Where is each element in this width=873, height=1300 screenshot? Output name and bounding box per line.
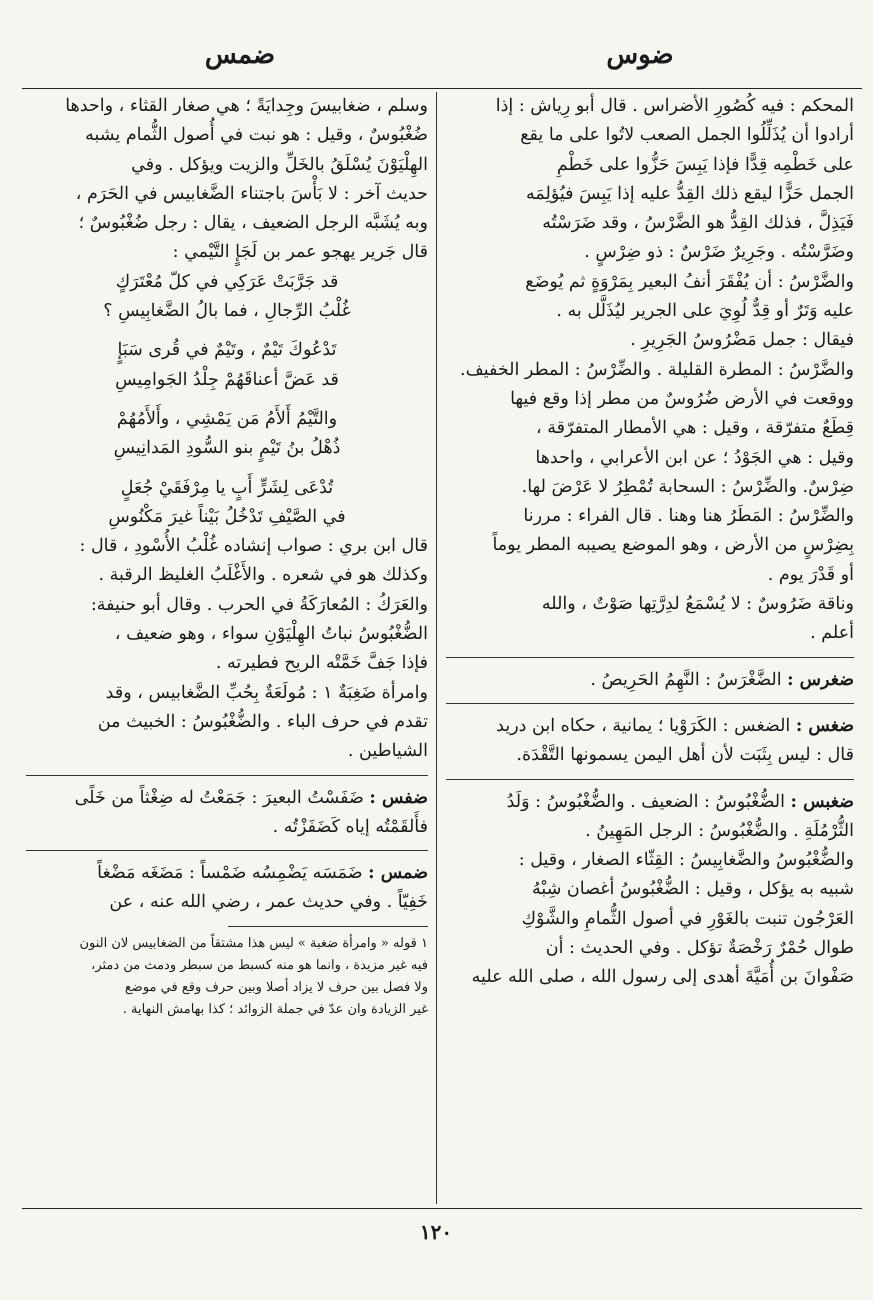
text-line: الضُّغْبُوسُ نباتُ الهِلْيَوْنِ سواء ، وهو ضعيف ،	[114, 624, 428, 645]
headword: ضغرس :	[787, 669, 854, 690]
text-line: فأَلقَمْتُه إياه كَضَفَزْتُه .	[272, 816, 428, 837]
text-line: فيقال : جمل مَضْرُوسُ الجَرِيرِ .	[630, 330, 854, 351]
running-head-left: ضمس	[204, 40, 276, 70]
entry-daghbas	[446, 788, 854, 817]
text-line: وقيل : هي الجَوْدُ ؛ عن ابن الأعرابي ، واحدها	[535, 447, 854, 468]
verse-line: ذُهْلُ بنُ تَيْمٍ بنو السُّودِ المَدانِيسِ	[113, 438, 341, 459]
text-line: ووقعت في الأرض ضُرُوسٌ من مطر إذا وقع فيها	[510, 388, 854, 409]
text-line: قال ابن بري : صواب إنشاده غُلْبُ الأُسْودِ ، قال :	[79, 536, 428, 557]
text-line: ضُغْبُوسٌ ، وقيل : هو نبت في أُصول الثُّمام يشبه	[85, 125, 428, 146]
text-line: أو قَدْرَ يوم .	[767, 564, 854, 585]
text-line: قال : ليس بِثَبَت لأن أهل اليمن يسمونها التَّقْدَة.	[516, 745, 854, 766]
entry-damas	[26, 859, 428, 888]
footnote-line: غير الزيادة وان عدّ في جملة الزوائد ؛ كذا بهامش النهاية .	[122, 1001, 428, 1017]
text-line: تقدم في حرف الباء . والضُّغْبُوسُ : الخبيث من	[97, 711, 428, 732]
text-line: والضَّرْسُ : أن يُفْقَرَ أنفُ البعير بِمَرْوَةٍ ثم يُوضَع	[525, 271, 854, 292]
entry-separator	[26, 775, 428, 776]
text-line: وسلم ، ضغابيسَ وجِدايَةً ؛ هي صغار القثاء ، واحدها	[65, 96, 428, 116]
entry-text: ضَفَسْتُ البعيرَ : جَمَعْتُ له ضِغْثاً من خَلًى	[74, 787, 370, 808]
text-line: طوال حُمْرٌ رَخْصَةٌ تؤكل . وفي الحديث : أن	[545, 938, 854, 959]
verse-line: تَدْعُوكَ تَيْمٌ ، وتَيْمٌ في قُرى سَبَإٍ	[117, 340, 337, 361]
text-line: المحكم : فيه كُصُورِ الأضراس . قال أبو رِياش : إذا	[495, 96, 854, 116]
text-line: فإذا جَفَّ خَمَّتْه الريح فطيرته .	[215, 653, 428, 674]
text-line: ضِرْسٌ. والضِّرْسُ : السحابة تُمْطِرُ لا عَرْضَ لها.	[521, 476, 854, 497]
left-column	[26, 92, 428, 1021]
entry-text: الضَّغْرَسُ : النَّهِمُ الحَرِيصُ .	[590, 669, 788, 690]
page-number: ١٢٠	[419, 1220, 453, 1244]
footnote-line: ١ قوله « وامرأة ضغبة » ليس هذا مشتقاً من الضغابيس لان النون	[79, 935, 428, 951]
text-line: الجمل حَزًّا ليقع ذلك القِدُّ عليه إذا يَبِسَ فيُؤلِمَه	[526, 183, 854, 204]
entry-text: الضُّغْبُوسُ : الضعيف . والضُّغْبُوسُ : وَلَدُ	[506, 791, 791, 812]
running-head-right: ضوس	[606, 40, 674, 70]
text-line: أرادوا أن يُذَلِّلُوا الجمل الصعب لاتُوا على ما يقع	[520, 125, 854, 146]
text-line: خَفِيّاً . وفي حديث عمر ، رضي الله عنه ، عن	[109, 892, 428, 913]
footnote-rule	[228, 926, 428, 927]
text-line: وكذلك هو في شعره . والأَغْلَبُ الغليظ الرقبة .	[98, 565, 428, 586]
entry-separator	[446, 657, 854, 658]
entry-daghras	[446, 666, 854, 695]
headword: ضفس :	[369, 787, 428, 808]
text-line: وناقة ضَرُوسٌ : لا يُسْمَعُ لدِرَّتِها صَوْتٌ ، والله	[541, 594, 854, 615]
verse-line: في الصَّيْفِ تَدْخُلُ بَيْناً غيرَ مَكْنُوسِ	[108, 506, 346, 527]
text-line: الشياطين .	[347, 741, 428, 762]
text-line: الثُّرْمُلَةِ . والضُّغْبُوسُ : الرجل المَهِينُ .	[585, 820, 854, 841]
right-column	[446, 92, 854, 993]
footer-rule	[22, 1208, 862, 1209]
text-line: على خَطْمِه قِدًّا فإذا يَبِسَ حَزُّوا على خَطْمِ	[556, 154, 854, 175]
footnote-line: فيه غير مزيدة ، وانما هو منه كسبط من سبطر ودمث من دمثر،	[91, 957, 428, 973]
footnote-line: ولا فصل بين حرف لا يزاد أصلا وبين حرف وقع في موضع	[124, 979, 428, 995]
text-line: فَيَذِلَّ ، فذلك القِدُّ هو الضَّرْسُ ، وقد ضَرَسْتُه	[542, 213, 854, 234]
text-line: قال جَرير يهجو عمر بن لَجَإٍ التَّيْمي :	[172, 242, 428, 263]
text-line: حديث آخر : لا بَأْسَ باجتناء الضَّغابيس في الحَرَم ،	[75, 183, 428, 204]
verse-line: والتَّيْمُ أَلأَمُ مَن يَمْشِي ، وأَلأَمُهُمْ	[116, 408, 338, 429]
footnote	[26, 933, 428, 1021]
entry-separator	[446, 703, 854, 704]
text-line: عليه وَتَرٌ أو قِدٌّ لُوِيَ على الجرير ليُذَلَّل به .	[556, 301, 854, 322]
verse-line: غُلْبُ الرِّجالِ ، فما بالُ الضَّغابِيسِ ؟	[103, 301, 351, 322]
verse-line: تُدْعَى لِشَرٍّ أَبٍ يا مِرْفَقَيْ جُعَلٍ	[120, 477, 334, 498]
column-divider	[436, 92, 437, 1204]
entry-separator	[26, 850, 428, 851]
text-line: والضِّرْسُ : المَطَرُ هنا وهنا . قال الفراء : مررنا	[523, 506, 854, 527]
entry-separator	[446, 779, 854, 780]
headword: ضغس :	[795, 715, 854, 736]
text-line: العَرْجُون تنبت بالغَوْرِ في أصول الثُّمامِ والشَّوْكِ	[521, 908, 854, 929]
entry-daghs	[446, 712, 854, 741]
text-line: شبيه به يؤكل ، وقيل : الضُّغْبُوسُ أغصان شِبْهُ	[532, 879, 854, 900]
entry-text: الضغس : الكَرَوْيا ؛ يمانية ، حكاه ابن دريد	[496, 715, 796, 736]
text-line: والضَّرْسُ : المطرة القليلة . والضِّرْسُ : المطر الخفيف.	[460, 359, 854, 380]
text-line: وبه يُشَبَّه الرجل الضعيف ، يقال : رجل ضُغْبُوسٌ ؛	[78, 213, 428, 234]
text-line: والضُّغْبُوسُ والضَّغابِيسُ : القِثّاء الصغار ، وقيل :	[518, 850, 854, 871]
headword: ضغبس :	[790, 791, 854, 812]
text-line: بِضِرْسٍ من الأرض ، وهو الموضع يصيبه المطر يوماً	[492, 535, 854, 556]
headword: ضمس :	[368, 863, 428, 884]
header-rule	[22, 88, 862, 89]
text-line: صَفْوانَ بن أُمَيَّةَ أهدى إلى رسول الله ، صلى الله عليه	[471, 967, 854, 988]
text-line: الهِلْيَوْنَ يُسْلَقُ بالخَلِّ والزيت ويؤكل . وفي	[131, 154, 428, 175]
text-line: أعلم .	[810, 623, 854, 644]
text-line: وضَرَّسْتُه . وجَرِيرٌ ضَرْسٌ : ذو ضِرْسٍ .	[584, 242, 854, 263]
entry-dafas	[26, 784, 428, 813]
text-line: قِطَعٌ متفرّقة ، وقيل : هي الأمطار المتفرّقة ،	[535, 418, 854, 439]
verse-line: قد جَرَّبَتْ عَرَكِي في كلّ مُعْتَرَكٍ	[115, 271, 339, 292]
poem	[26, 268, 428, 532]
text-line: والعَرَكُ : المُعارَكَةُ في الحرب . وقال أبو حنيفة:	[90, 594, 428, 615]
verse-line: قد عَضَّ أعناقَهُمْ جِلْدُ الجَوامِيسِ	[115, 369, 339, 390]
entry-text: ضَمَسَه يَضْمِسُه ضَمْساً : مَضَغَه مَضْغاً	[97, 863, 369, 884]
text-line: وامرأة ضَغِبَةٌ ١ : مُولَعَةٌ بِحُبِّ الضَّغابيس ، وقد	[105, 682, 428, 703]
